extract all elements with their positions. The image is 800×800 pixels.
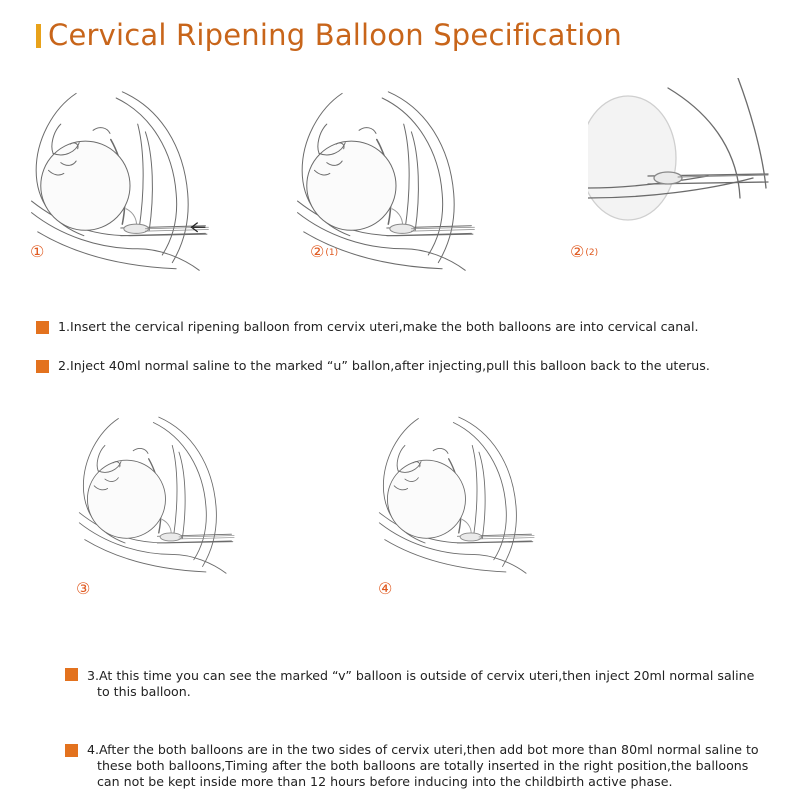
figure-1-illustration	[30, 78, 266, 278]
figure-2-2-label	[570, 244, 598, 261]
step-3-line-2: to this balloon.	[97, 684, 191, 699]
step-2-text: 2.Inject 40ml normal saline to the marked “u” ballon,after injecting,pull this balloon back to the uterus.	[58, 358, 710, 373]
step-4-line-1: 4.After the both balloons are in the two sides of cervix uteri,then add bot more than 80ml normal saline to	[87, 742, 759, 757]
figure-1-number: ①	[30, 242, 45, 261]
step-3-text	[87, 668, 797, 700]
figure-2-2-illustration	[588, 78, 778, 228]
figure-1-label	[30, 244, 45, 261]
step-4-line-2: these both balloons,Timing after the both balloons are totally inserted in the right position,the balloons	[97, 758, 749, 773]
step-4-line-3: can not be kept inside more than 12 hours before inducing into the childbirth active phase.	[97, 774, 673, 789]
step-1-text: 1.Insert the cervical ripening balloon from cervix uteri,make the both balloons are into cervical canal.	[58, 319, 699, 334]
step-4-bullet	[65, 744, 78, 757]
figure-2-1-sublabel: (1)	[325, 247, 339, 258]
figure-4-number: ④	[378, 579, 393, 598]
step-4-text	[87, 742, 797, 790]
figure-2-1-number: ②	[310, 242, 325, 261]
figure-4-label	[378, 581, 393, 598]
step-1-bullet	[36, 321, 49, 334]
step-2-bullet	[36, 360, 49, 373]
step-3-line-1: 3.At this time you can see the marked “v” balloon is outside of cervix uteri,then inject 20ml normal saline	[87, 668, 755, 683]
title-accent-bar	[36, 24, 41, 48]
figure-3-label	[76, 581, 91, 598]
figure-2-1-label	[310, 244, 338, 261]
figure-3-illustration	[78, 405, 278, 580]
figure-4-illustration	[378, 405, 578, 580]
figure-2-2-sublabel: (2)	[585, 247, 599, 258]
figure-3-number: ③	[76, 579, 91, 598]
figure-2-2-number: ②	[570, 242, 585, 261]
step-3-bullet	[65, 668, 78, 681]
page-title: Cervical Ripening Balloon Specification	[48, 18, 622, 52]
